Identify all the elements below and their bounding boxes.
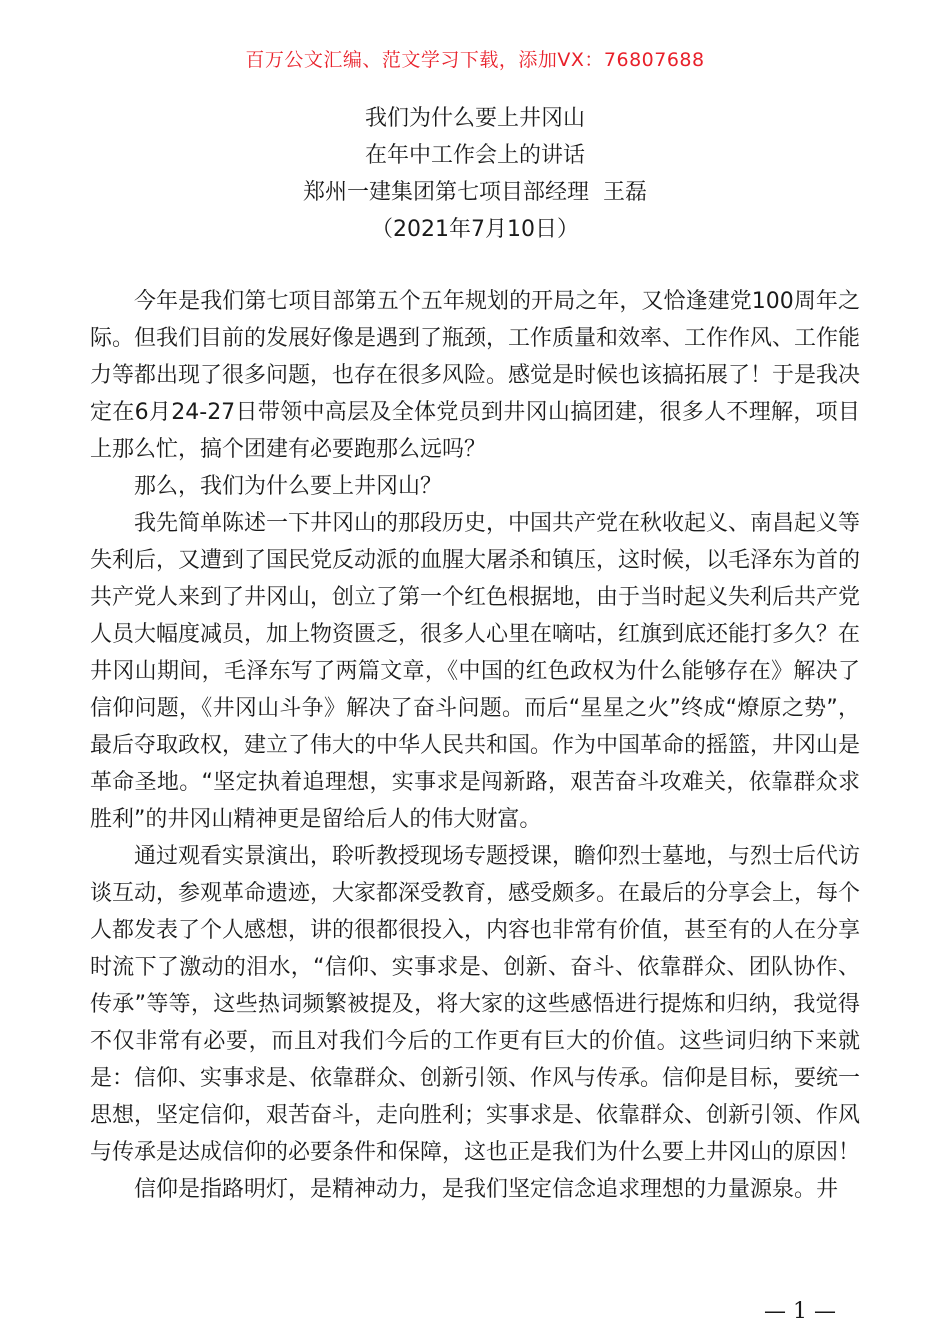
document-subtitle: 在年中工作会上的讲话 (364, 143, 585, 168)
watermark-header: 百万公文汇编、范文学习下载，添加VX：76807688 (245, 49, 705, 71)
page-number: — 1 — (764, 1299, 836, 1324)
paragraph: 那么，我们为什么要上井冈山？ (134, 474, 443, 499)
document-author: 郑州一建集团第七项目部经理 王磊 (303, 180, 647, 205)
document-title: 我们为什么要上井冈山 (364, 106, 585, 131)
paragraph: 今年是我们第七项目部第五个五年规划的开局之年，又恰逢建党100周年之际。但我们目前的发展好像是遇到了瓶颈，工作质量和效率、工作作风、工作能力等都出现了很多问题，也存在很多风险。感觉是时候也该搞拓展了！于是我决定在6月24-27日带领中高层及全体党员到井冈山搞团建，很多人不理解，项目上那么忙，搞个团建有必要跑那么远吗？ (90, 289, 861, 462)
paragraph: 通过观看实景演出，聆听教授现场专题授课，瞻仰烈士墓地，与烈士后代访谈互动，参观革命遗迹，大家都深受教育，感受颇多。在最后的分享会上，每个人都发表了个人感想，讲的很都很投入，内容也非常有价值，甚至有的人在分享时流下了激动的泪水，“信仰、实事求是、创新、奋斗、依靠群众、团队协作、传承”等等，这些热词频繁被提及，将大家的这些感悟进行提炼和归纳，我觉得不仅非常有必要，而且对我们今后的工作更有巨大的价值。这些词归纳下来就是：信仰、实事求是、依靠群众、创新引领、作风与传承。信仰是目标，要统一思想，坚定信仰，艰苦奋斗，走向胜利；实事求是、依靠群众、创新引领、作风与传承是达成信仰的必要条件和保障，这也正是我们为什么要上井冈山的原因！ (90, 844, 861, 1165)
paragraph: 信仰是指路明灯，是精神动力，是我们坚定信念追求理想的力量源泉。井 (134, 1177, 839, 1202)
document-date: （2021年7月10日） (371, 217, 579, 242)
paragraph: 我先简单陈述一下井冈山的那段历史，中国共产党在秋收起义、南昌起义等失利后，又遭到了国民党反动派的血腥大屠杀和镇压，这时候，以毛泽东为首的共产党人来到了井冈山，创立了第一个红色根据地，由于当时起义失利后共产党人员大幅度减员，加上物资匮乏，很多人心里在嘀咕，红旗到底还能打多久？在井冈山期间，毛泽东写了两篇文章，《中国的红色政权为什么能够存在》解决了信仰问题，《井冈山斗争》解决了奋斗问题。而后“星星之火”终成“燎原之势”，最后夺取政权，建立了伟大的中华人民共和国。作为中国革命的摇篮，井冈山是革命圣地。“坚定执着追理想，实事求是闯新路，艰苦奋斗攻难关，依靠群众求胜利”的井冈山精神更是留给后人的伟大财富。 (90, 511, 861, 832)
body-text (90, 283, 860, 1208)
title-block (0, 100, 950, 248)
